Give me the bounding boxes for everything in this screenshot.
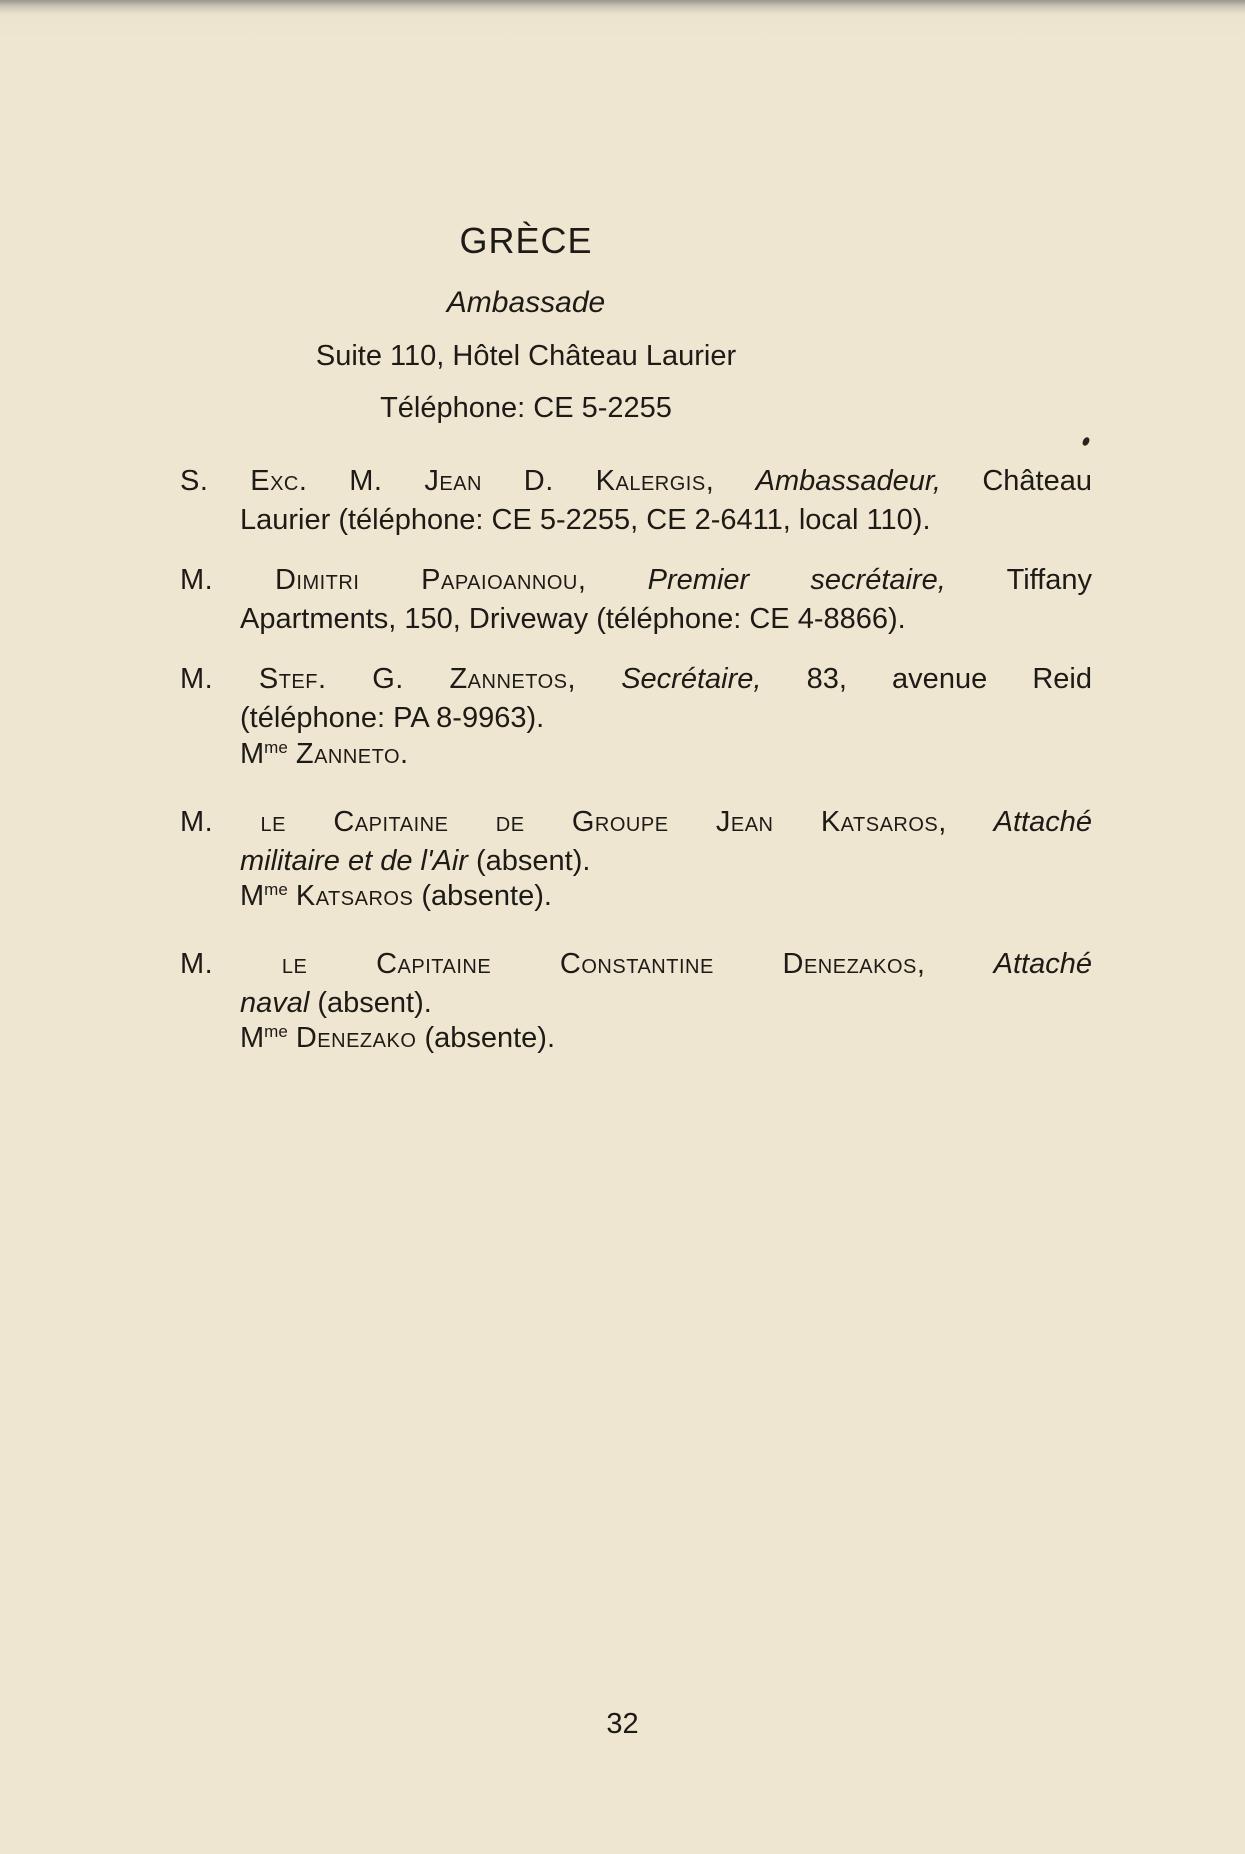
entry-naval-attache (180, 945, 1092, 1023)
spouse-status: (absente). (424, 1022, 556, 1054)
entry-name: M. Dimitri Papaioannou, (180, 564, 587, 596)
entry-address-start: Tiffany (1006, 564, 1092, 596)
entry-status: (absent). (476, 845, 591, 877)
entry-title-cont: militaire et de l'Air (240, 845, 468, 877)
embassy-address: Suite 110, Hôtel Château Laurier (315, 340, 737, 372)
entry-name: M. Stef. G. Zannetos, (180, 663, 577, 695)
spouse-entry (240, 738, 409, 771)
entry-title-cont: naval (240, 987, 310, 1019)
entry-address: Apartments, 150, Driveway (téléphone: CE 4-8866). (240, 603, 906, 635)
spouse-prefix: M (240, 880, 265, 912)
entry-air-attache (180, 803, 1092, 881)
entry-title: Ambassadeur, (755, 465, 941, 497)
spouse-status: (absente). (421, 880, 552, 912)
entry-name: M. le Capitaine Constantine Denezakos, (180, 948, 926, 980)
spouse-prefix: M (240, 738, 265, 770)
spouse-name: Zanneto. (295, 738, 409, 770)
page-number: 32 (606, 1708, 639, 1740)
entry-name: M. le Capitaine de Groupe Jean Katsaros, (180, 806, 947, 838)
spouse-sup: me (264, 1022, 288, 1041)
embassy-telephone: Téléphone: CE 5-2255 (380, 392, 672, 424)
entry-ambassador (180, 462, 1092, 540)
ink-mark (1081, 436, 1091, 447)
entry-address: (téléphone: PA 8-9963). (240, 702, 545, 734)
spouse-name: Katsaros (295, 880, 414, 912)
entry-status: (absent). (317, 987, 432, 1019)
spouse-entry (240, 1022, 555, 1055)
entry-title: Secrétaire, (621, 663, 762, 695)
entry-name: S. Exc. M. Jean D. Kalergis, (180, 465, 715, 497)
spouse-entry (240, 880, 552, 913)
country-heading: GRÈCE (459, 220, 593, 261)
spouse-sup: me (264, 738, 288, 757)
spouse-name: Denezako (295, 1022, 417, 1054)
entry-first-secretary (180, 561, 1092, 639)
section-heading: Ambassade (446, 286, 606, 319)
entry-address-start: Château (982, 465, 1093, 497)
entry-title: Attaché (993, 806, 1092, 838)
entry-address-start: 83, avenue Reid (806, 663, 1092, 695)
entry-title: Attaché (993, 948, 1092, 980)
spouse-prefix: M (240, 1022, 265, 1054)
entry-title: Premier secrétaire, (647, 564, 946, 596)
entry-secretary (180, 660, 1092, 738)
entry-address: Laurier (téléphone: CE 5-2255, CE 2-6411, local 110). (240, 504, 931, 536)
spouse-sup: me (264, 880, 288, 899)
